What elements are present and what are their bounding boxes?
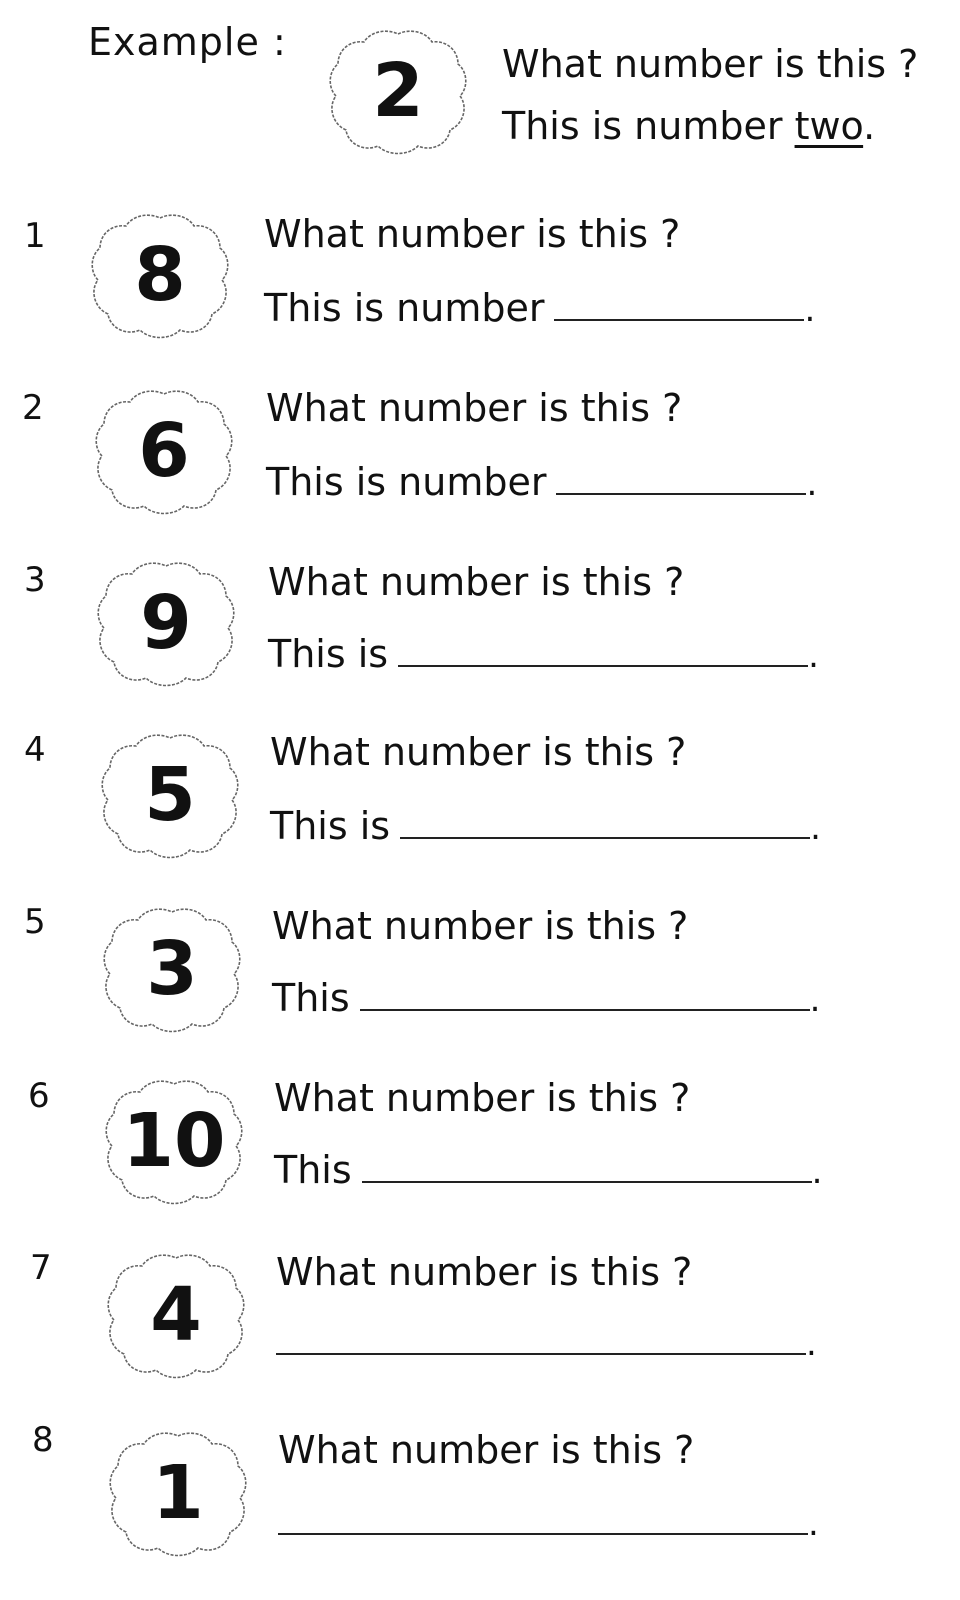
item-question: What number is this ? [278,1428,695,1472]
item-number: 1 [24,216,46,256]
item-flower-badge [96,558,236,688]
item-digit: 5 [144,752,196,838]
item-answer-line [270,804,821,848]
blank-period: . [806,1324,817,1364]
item-prompt: This is number [266,460,547,504]
item-question: What number is this ? [266,386,683,430]
item-answer-line [264,286,815,330]
item-number: 2 [22,388,44,428]
item-question: What number is this ? [274,1076,691,1120]
item-digit: 3 [146,926,198,1012]
item-number: 6 [28,1076,50,1116]
answer-blank[interactable] [556,493,806,495]
answer-blank[interactable] [278,1533,808,1535]
item-flower-badge [106,1250,246,1380]
answer-blank[interactable] [276,1353,806,1355]
item-flower-badge [94,386,234,516]
item-number: 5 [24,902,46,942]
item-flower-badge [100,730,240,860]
answer-blank[interactable] [360,1009,810,1011]
blank-period: . [808,636,819,676]
item-question: What number is this ? [270,730,687,774]
item-answer-line [272,976,820,1020]
item-flower-badge [104,1076,244,1206]
item-question: What number is this ? [272,904,689,948]
item-digit: 4 [150,1272,202,1358]
item-prompt: This [274,1148,352,1192]
item-digit: 9 [140,580,192,666]
item-digit: 6 [138,408,190,494]
item-answer-line [276,1320,817,1364]
example-answer-word: two [794,104,864,148]
item-question: What number is this ? [276,1250,693,1294]
example-label: Example : [88,20,287,64]
example-answer-suffix: . [863,104,876,148]
item-question: What number is this ? [264,212,681,256]
example-digit: 2 [372,48,424,134]
item-answer-line [274,1148,822,1192]
example-answer [502,104,875,148]
item-flower-badge [108,1428,248,1558]
item-number: 7 [30,1248,52,1288]
item-digit: 10 [122,1098,226,1184]
item-prompt: This is [270,804,391,848]
item-number: 4 [24,730,46,770]
answer-blank[interactable] [400,837,810,839]
item-answer-line [278,1500,819,1544]
example-answer-prefix: This is number [502,104,795,148]
item-answer-line [266,460,817,504]
blank-period: . [806,464,818,504]
item-digit: 8 [134,232,186,318]
answer-blank[interactable] [554,319,804,321]
item-digit: 1 [152,1450,204,1536]
item-flower-badge [90,210,230,340]
blank-period: . [811,1152,823,1192]
blank-period: . [804,290,816,330]
blank-period: . [810,808,821,848]
blank-period: . [808,1504,819,1544]
example-flower-badge [326,26,470,156]
answer-blank[interactable] [362,1181,812,1183]
item-prompt: This is number [264,286,545,330]
item-flower-badge [102,904,242,1034]
item-prompt: This is [268,632,389,676]
blank-period: . [809,980,821,1020]
item-number: 3 [24,560,46,600]
item-prompt: This [272,976,350,1020]
answer-blank[interactable] [398,665,808,667]
example-question: What number is this ? [502,42,919,86]
item-number: 8 [32,1420,54,1460]
item-question: What number is this ? [268,560,685,604]
item-answer-line [268,632,819,676]
